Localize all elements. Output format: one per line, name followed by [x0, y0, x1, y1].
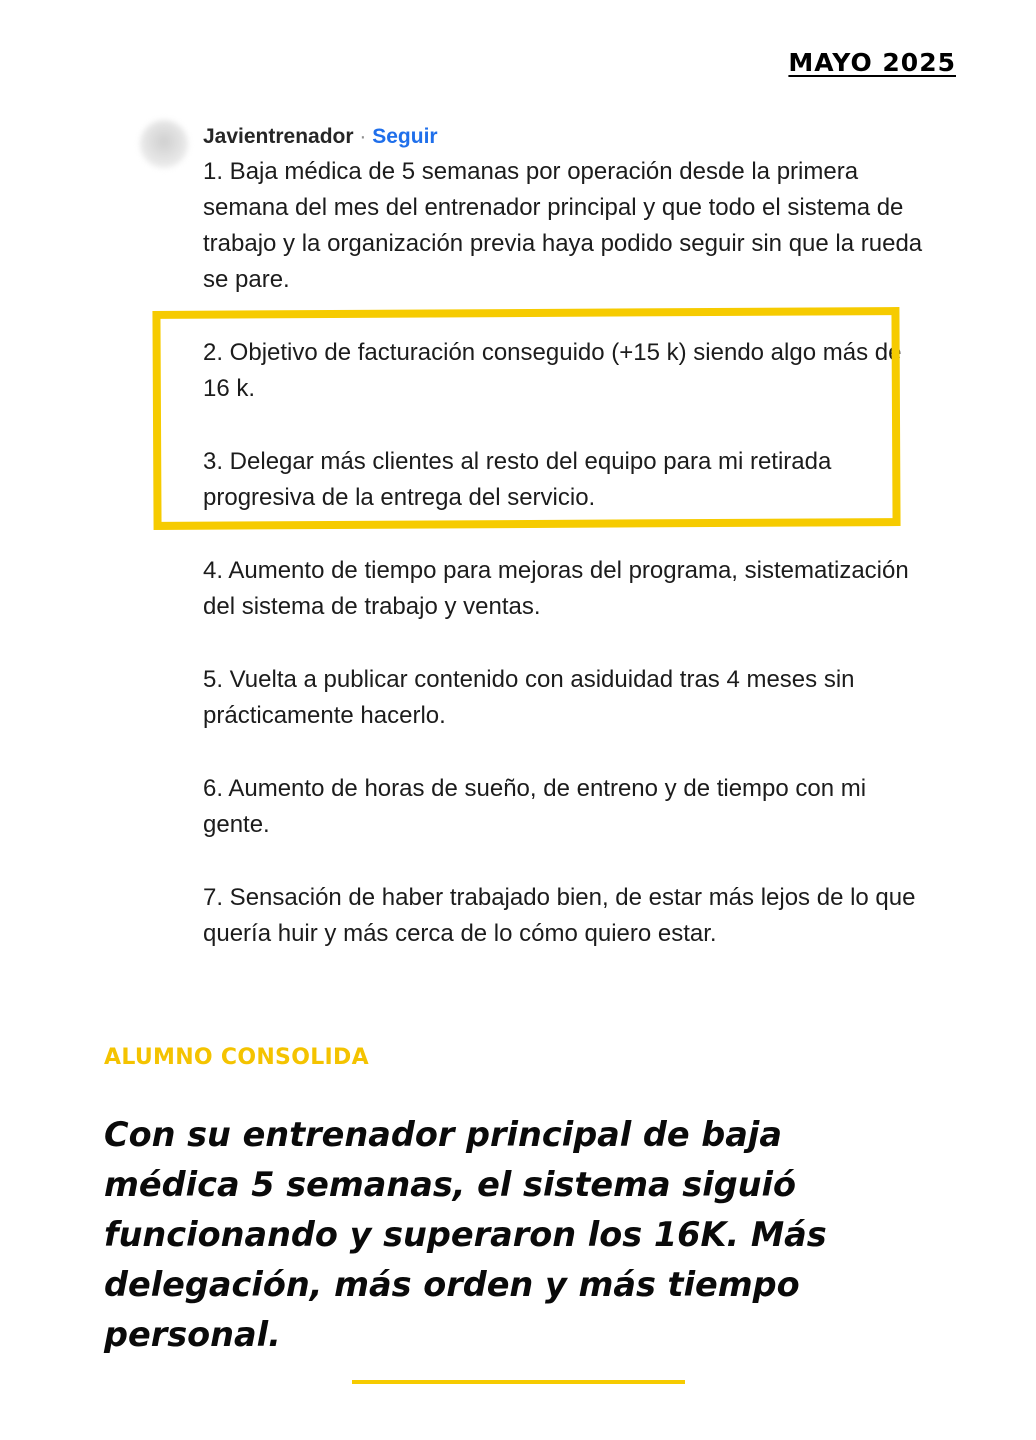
avatar[interactable] — [140, 120, 188, 168]
comment-item-3: 3. Delegar más clientes al resto del equipo para mi retirada progresiva de la entrega del servicio. — [203, 448, 832, 511]
comment-item-6: 6. Aumento de horas de sueño, de entreno y de tiempo con mi gente. — [203, 775, 867, 838]
separator-dot: · — [359, 125, 367, 148]
section-label: ALUMNO CONSOLIDA — [104, 1045, 369, 1070]
summary-text: Con su entrenador principal de baja médica 5 semanas, el sistema siguió funcionando y superaron los 16K. Más delegación, más orden y más tiempo personal. — [104, 1115, 827, 1354]
comment-item-7: 7. Sensación de haber trabajado bien, de estar más lejos de lo que quería huir y más cerca de lo cómo quiero estar. — [203, 884, 916, 947]
follow-button[interactable]: Seguir — [372, 125, 438, 148]
comment-item-1: 1. Baja médica de 5 semanas por operación desde la primera semana del mes del entrenador principal y que todo el sistema de trabajo y la organización previa haya podido seguir sin que la rueda se pare. — [203, 158, 923, 293]
comment-header — [203, 120, 923, 154]
highlight-box — [152, 307, 900, 530]
username-link[interactable]: Javientrenador — [203, 125, 354, 148]
comment-item-2: 2. Objetivo de facturación conseguido (+15 k) siendo algo más de 16 k. — [203, 339, 902, 402]
comment-card — [203, 120, 923, 952]
comment-item-5: 5. Vuelta a publicar contenido con asiduidad tras 4 meses sin prácticamente hacerlo. — [203, 666, 855, 729]
decorative-divider — [352, 1380, 685, 1384]
date-heading: MAYO 2025 — [788, 48, 956, 77]
comment-item-4: 4. Aumento de tiempo para mejoras del programa, sistematización del sistema de trabajo y ventas. — [203, 557, 909, 620]
